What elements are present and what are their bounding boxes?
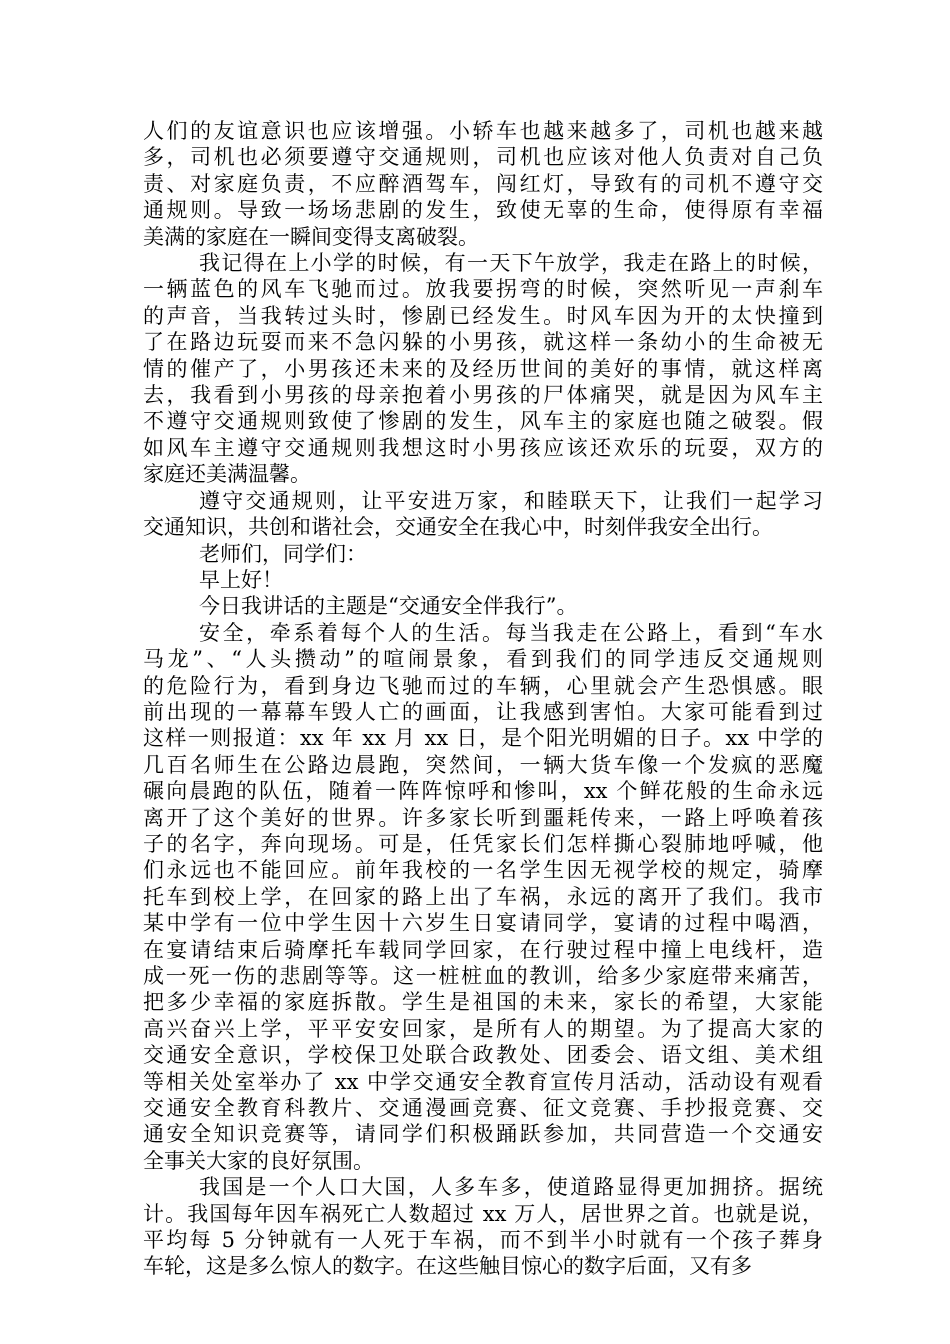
text-line: 老师们，同学们：	[199, 541, 367, 566]
text-line: 计。我国每年因车祸死亡人数超过 xx 万人，居世界之首。也就是说，	[143, 1201, 823, 1226]
paragraph	[143, 567, 823, 593]
text-line: 高兴奋兴上学，平平安安回家，是所有人的期望。为了提高大家的	[143, 1016, 823, 1041]
text-line: 这样一则报道：xx 年 xx 月 xx 日，是个阳光明媚的日子。xx 中学的	[143, 726, 823, 751]
text-line: 平均每 5 分钟就有一人死于车祸，而不到半小时就有一个孩子葬身	[143, 1228, 823, 1253]
text-line: 全事关大家的良好氛围。	[143, 1148, 374, 1173]
text-line: 前出现的一幕幕车毁人亡的画面，让我感到害怕。大家可能看到过	[143, 699, 823, 724]
text-line: 交通安全意识，学校保卫处联合政教处、团委会、语文组、美术组	[143, 1043, 823, 1068]
text-line: 我国是一个人口大国，人多车多，使道路显得更加拥挤。据统	[199, 1175, 823, 1200]
text-line: 离开了这个美好的世界。许多家长听到噩耗传来，一路上呼唤着孩	[143, 805, 823, 830]
paragraph	[143, 541, 823, 567]
text-line: 我记得在上小学的时候，有一天下午放学，我走在路上的时候，	[199, 251, 823, 276]
text-line: 早上好！	[199, 567, 283, 592]
text-line: 了在路边玩耍而来不急闪躲的小男孩，就这样一条幼小的生命被无	[143, 330, 823, 355]
text-line: 责、对家庭负责，不应醉酒驾车，闯红灯，导致有的司机不遵守交	[143, 171, 823, 196]
text-line: 通安全知识竞赛等，请同学们积极踊跃参加，共同营造一个交通安	[143, 1122, 823, 1147]
paragraph	[143, 1174, 823, 1280]
text-line: 遵守交通规则，让平安进万家，和睦联天下，让我们一起学习	[199, 488, 823, 513]
text-line: 家庭还美满温馨。	[143, 462, 311, 487]
text-line: 人们的友谊意识也应该增强。小轿车也越来越多了，司机也越来越	[143, 119, 823, 143]
text-line: 的声音，当我转过头时，惨剧已经发生。时风车因为开的太快撞到	[143, 303, 823, 328]
paragraph	[143, 118, 823, 250]
text-line: 交通安全教育科教片、交通漫画竞赛、征文竞赛、手抄报竞赛、交	[143, 1096, 823, 1121]
text-line: 车轮，这是多么惊人的数字。在这些触目惊心的数字后面，又有多	[143, 1254, 752, 1279]
text-line: 把多少幸福的家庭拆散。学生是祖国的未来，家长的希望，大家能	[143, 990, 823, 1015]
text-line: 多，司机也必须要遵守交通规则，司机也应该对他人负责对自己负	[143, 145, 823, 170]
text-line: 马龙”、“人头攒动”的喧闹景象，看到我们的同学违反交通规则	[143, 647, 823, 672]
text-line: 如风车主遵守交通规则我想这时小男孩应该还欢乐的玩耍，双方的	[143, 435, 823, 460]
text-line: 安全，牵系着每个人的生活。每当我走在公路上，看到“车水	[199, 620, 823, 645]
text-line: 今日我讲话的主题是“交通安全伴我行”。	[199, 594, 578, 619]
text-line: 几百名师生在公路边晨跑，突然间，一辆大货车像一个发疯的恶魔	[143, 752, 823, 777]
text-line: 等相关处室举办了 xx 中学交通安全教育宣传月活动，活动设有观看	[143, 1069, 823, 1094]
text-line: 情的催产了，小男孩还未来的及经历世间的美好的事情，就这样离	[143, 356, 823, 381]
paragraph	[143, 620, 823, 1175]
text-line: 在宴请结束后骑摩托车载同学回家，在行驶过程中撞上电线杆，造	[143, 937, 823, 962]
text-line: 某中学有一位中学生因十六岁生日宴请同学，宴请的过程中喝酒，	[143, 911, 823, 936]
text-line: 一辆蓝色的风车飞驰而过。放我要拐弯的时候，突然听见一声刹车	[143, 277, 823, 302]
text-line: 不遵守交通规则致使了惨剧的发生，风车主的家庭也随之破裂。假	[143, 409, 823, 434]
text-line: 通规则。导致一场场悲剧的发生，致使无辜的生命，使得原有幸福	[143, 198, 823, 223]
paragraph	[143, 488, 823, 541]
text-line: 美满的家庭在一瞬间变得支离破裂。	[143, 224, 479, 249]
paragraph	[143, 593, 823, 619]
text-line: 交通知识，共创和谐社会，交通安全在我心中，时刻伴我安全出行。	[143, 515, 773, 540]
text-line: 去，我看到小男孩的母亲抱着小男孩的尸体痛哭，就是因为风车主	[143, 383, 823, 408]
text-line: 托车到校上学，在回家的路上出了车祸，永远的离开了我们。我市	[143, 884, 823, 909]
paragraph	[143, 250, 823, 488]
text-line: 成一死一伤的悲剧等等。这一桩桩血的教训，给多少家庭带来痛苦，	[143, 964, 823, 988]
text-line: 子的名字，奔向现场。可是，任凭家长们怎样撕心裂肺地呼喊，他	[143, 831, 823, 856]
body-text	[143, 118, 823, 1280]
text-line: 碾向晨跑的队伍，随着一阵阵惊呼和惨叫，xx 个鲜花般的生命永远	[143, 779, 823, 804]
text-line: 们永远也不能回应。前年我校的一名学生因无视学校的规定，骑摩	[143, 858, 823, 883]
text-line: 的危险行为，看到身边飞驰而过的车辆，心里就会产生恐惧感。眼	[143, 673, 823, 698]
